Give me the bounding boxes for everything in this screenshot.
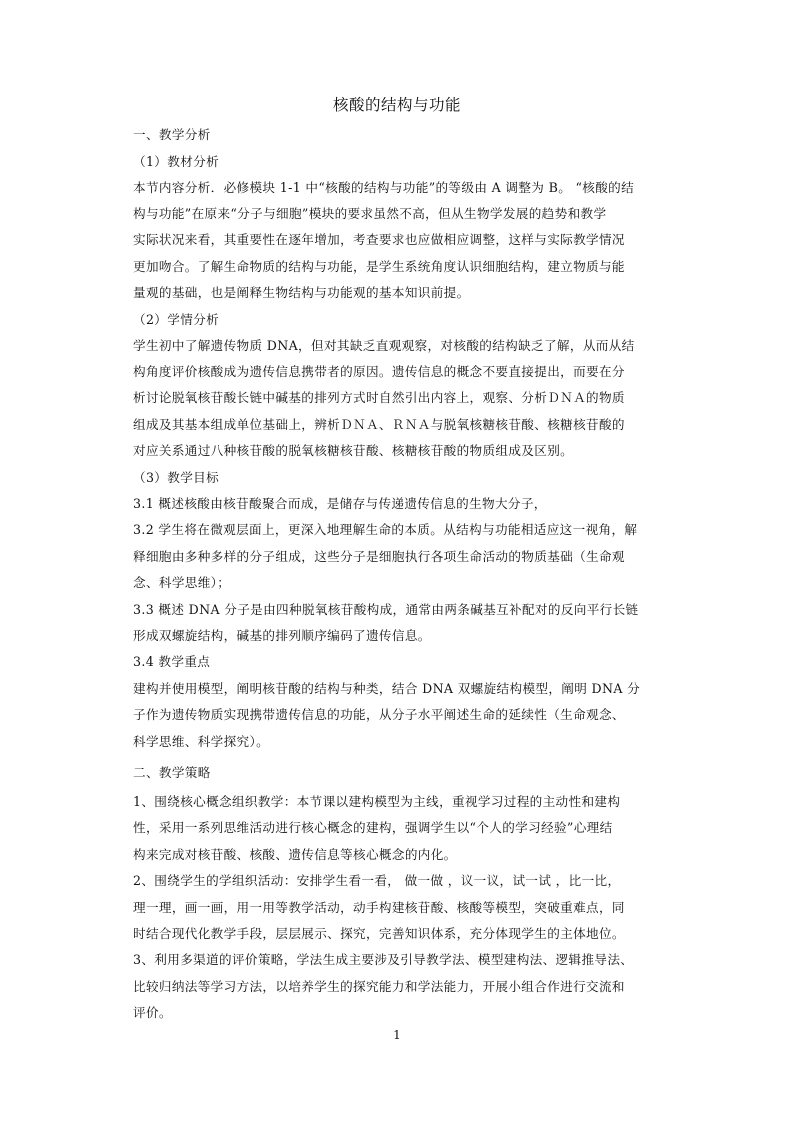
text-line: 量观的基础，也是阐释生物结构与功能观的基本知识前提。 <box>133 285 470 300</box>
text-line: 析讨论脱氧核苷酸长链中碱基的排列方式时自然引出内容上，观察、分析ＤＮＡ的物质 <box>133 390 625 405</box>
text-line: 2、围绕学生的学组织活动：安排学生看一看， 做一做 ，议一议，试一试 ，比一比， <box>133 873 621 888</box>
subheading-student-analysis: （2）学情分析 <box>133 312 220 327</box>
text-line: 构与功能”在原来“分子与细胞”模块的要求虽然不高，但从生物学发展的趋势和教学 <box>133 206 607 221</box>
text-line: 3、利用多渠道的评价策略，学法生成主要涉及引导教学法、模型建构法、逻辑推导法、 <box>133 952 634 967</box>
text-line: 理一理，画一画，用一用等教学活动，动手构建核苷酸、核酸等模型，突破重难点，同 <box>133 900 625 915</box>
text-line: 科学思维、科学探究）。 <box>133 734 270 749</box>
section-heading-teaching-strategy: 二、教学策略 <box>133 765 211 780</box>
page-number: 1 <box>393 1028 401 1042</box>
text-line: 子作为遗传物质实现携带遗传信息的功能，从分子水平阐述生命的延续性（生命观念、 <box>133 707 625 722</box>
text-line: 时结合现代化教学手段，层层展示、探究，完善知识体系，充分体现学生的主体地位。 <box>133 926 625 941</box>
text-line: 本节内容分析．必修模块 1-1 中“核酸的结构与功能”的等级由 A 调整为 B。 “核酸的结 <box>133 180 635 195</box>
text-line: 3.2 学生将在微观层面上，更深入地理解生命的本质。从结构与功能相适应这一视角，解 <box>133 522 638 537</box>
text-line: 比较归纳法等学习方法，以培养学生的探究能力和学法能力，开展小组合作进行交流和 <box>133 979 625 994</box>
text-line: 3.3 概述 DNA 分子是由四种脱氧核苷酸构成，通常由两条碱基互补配对的反向平行长链 <box>133 602 639 617</box>
text-line: 实际状况来看，其重要性在逐年增加，考查要求也应做相应调整，这样与实际教学情况 <box>133 232 625 247</box>
text-line: 释细胞由多种多样的分子组成，这些分子是细胞执行各项生命活动的物质基础（生命观 <box>133 549 625 564</box>
text-line: 构来完成对核苷酸、核酸、遗传信息等核心概念的内化。 <box>133 847 457 862</box>
text-line: 1、围绕核心概念组织教学：本节课以建构模型为主线，重视学习过程的主动性和建构 <box>133 794 621 809</box>
text-line: 形成双螺旋结构，碱基的排列顺序编码了遗传信息。 <box>133 628 431 643</box>
text-line: 组成及其基本组成单位基础上，辨析ＤＮＡ、ＲＮＡ与脱氧核糖核苷酸、核糖核苷酸的 <box>133 417 625 432</box>
text-line: 学生初中了解遗传物质 DNA，但对其缺乏直观观察，对核酸的结构缺乏了解，从而从结 <box>133 338 635 353</box>
text-line: 评价。 <box>133 1005 172 1020</box>
text-line: 构角度评价核酸成为遗传信息携带者的原因。遗传信息的概念不要直接提出，而要在分 <box>133 364 625 379</box>
text-line: 3.1 概述核酸由核苷酸聚合而成，是储存与传递遗传信息的生物大分子， <box>133 496 547 511</box>
text-line: 更加吻合。了解生命物质的结构与功能，是学生系统角度认识细胞结构，建立物质与能 <box>133 259 625 274</box>
text-line: 对应关系通过八种核苷酸的脱氧核糖核苷酸、核糖核苷酸的物质组成及区别。 <box>133 443 574 458</box>
text-line: 性，采用一系列思维活动进行核心概念的建构，强调学生以“个人的学习经验”心理结 <box>133 820 613 835</box>
subheading-textbook-analysis: （1）教材分析 <box>133 154 220 169</box>
subheading-teaching-goals: （3）教学目标 <box>133 470 220 485</box>
subheading-teaching-focus: 3.4 教学重点 <box>133 654 211 669</box>
section-heading-teaching-analysis: 一、教学分析 <box>133 127 211 142</box>
document-title: 核酸的结构与功能 <box>332 96 461 114</box>
text-line: 建构并使用模型，阐明核苷酸的结构与种类，结合 DNA 双螺旋结构模型，阐明 DNA 分 <box>133 681 641 696</box>
text-line: 念、科学思维）； <box>133 575 231 590</box>
